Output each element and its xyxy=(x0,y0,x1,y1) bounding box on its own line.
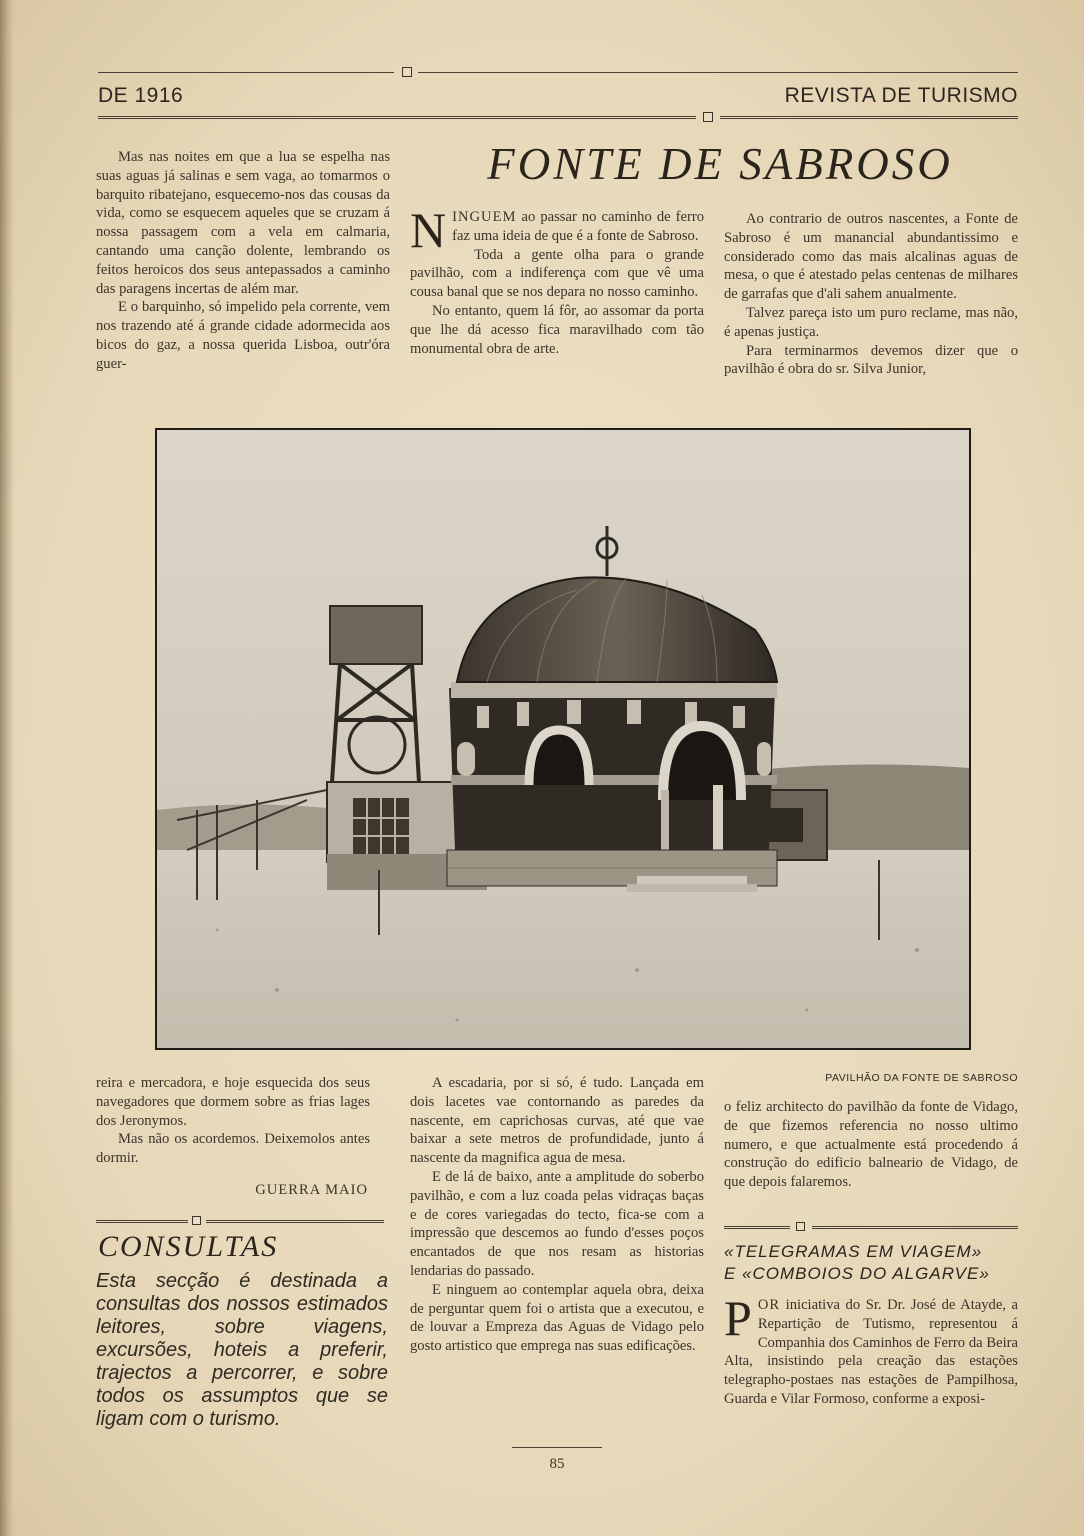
telegramas-body xyxy=(724,1290,1018,1409)
paragraph: Talvez pareça isto um puro reclame, mas não, é apenas justiça. xyxy=(724,304,1018,340)
paragraph: Toda a gente olha para o grande pavilhão, com a indiferença com que vê uma cousa banal que se nos depara no nosso caminho. xyxy=(410,246,704,301)
paragraph: No entanto, quem lá fôr, ao assomar da porta que lhe dá acesso fica maravilhado com tão monumental obra de arte. xyxy=(410,302,704,357)
article-column-3 xyxy=(724,210,1018,379)
paragraph: Para terminarmos devemos dizer que o pavilhão é obra do sr. Silva Junior, xyxy=(724,342,1018,378)
telegramas-rule-right xyxy=(812,1226,1018,1229)
article-title: FONTE DE SABROSO xyxy=(487,139,953,189)
paragraph: reira e mercadora, e hoje esquecida dos seus navegadores que dormem sobre as frias lages dos Jeronymos. xyxy=(96,1075,370,1129)
consultas-body: Esta secção é destinada a consultas dos nossos estimados leitores, sobre viagens, excursões, hoteis a preferir, trajectos a percorrer, e sobre todos os assumptos que se ligam com o turismo. xyxy=(96,1270,388,1430)
lead-word: OR xyxy=(757,1297,781,1313)
header-bottom-rule-right xyxy=(720,116,1018,119)
header-magazine-name: REVISTA DE TURISMO xyxy=(784,84,1018,107)
paragraph: o feliz architecto do pavilhão da fonte de Vidago, de que fizemos referencia no nosso ultimo numero, e que actualmente está procedendo á construção do edificio balneario de Vidago, de que depois falaremos. xyxy=(724,1099,1018,1191)
pavilion-illustration xyxy=(157,430,969,1048)
consultas-rule-right xyxy=(206,1220,384,1223)
header-issue-year: DE 1916 xyxy=(98,84,184,107)
paragraph: Mas nas noites em que a lua se espelha nas suas aguas já salinas e sem vaga, ao tomarmos o barquito ribatejano, esquecemo-nos das cousas da vida, como se esquecem aqueles que se cruzam á nossa passagem com a vela em calmaria, cantando uma canção dolente, lembrando os feitos heroicos dos seus antepassados a caminho das paragens incertas de além mar. xyxy=(96,149,390,297)
article-column-2-continued xyxy=(410,1074,704,1356)
header-top-ornament xyxy=(402,67,412,77)
paragraph: E o barquinho, só impelido pela corrente, vem nos trazendo até á grande cidade adormecida aos bicos do gaz, a nossa querida Lisboa, outr'óra guer- xyxy=(96,299,390,372)
page-number-rule xyxy=(512,1447,602,1448)
header-top-rule-left xyxy=(98,72,394,73)
consultas-title: CONSULTAS xyxy=(98,1230,279,1263)
telegramas-title-line-2: E «COMBOIOS DO ALGARVE» xyxy=(724,1264,990,1283)
telegramas-ornament xyxy=(796,1222,805,1231)
telegramas-title-line-1: «TELEGRAMAS EM VIAGEM» xyxy=(724,1242,983,1261)
lead-paragraph xyxy=(724,1290,1018,1409)
lead-text: iniciativa do Sr. Dr. José de Atayde, a Repartição de Tutismo, representou á Companhia dos Caminhos de Ferro da Beira Alta, insistindo pela creação das estações telegrapho-postaes nas estações de Pampilhosa, Guarda e Vilar Formoso, conforme a exposi- xyxy=(724,1297,1018,1407)
paragraph: E de lá de baixo, ante a amplitude do soberbo pavilhão, e com a luz coada pelas vidraças baças e de cores variegadas do tecto, fica-se com a impressão que descemos ao fundo d'esses poços encantados de que nos resam as historias lendarias do passado. xyxy=(410,1168,704,1279)
photo-caption: PAVILHÃO DA FONTE DE SABROSO xyxy=(825,1072,1018,1084)
lead-text: ao passar no caminho de ferro faz uma ideia de que é a fonte de Sabroso. xyxy=(452,209,704,244)
lead-word: INGUEM xyxy=(452,209,517,225)
author-signature: GUERRA MAIO xyxy=(255,1182,368,1198)
article-column-1 xyxy=(96,148,390,374)
header-bottom-ornament xyxy=(703,112,713,122)
drop-cap: N xyxy=(410,202,447,258)
article-column-1-continued xyxy=(96,1074,370,1168)
page-spine-shadow xyxy=(0,0,14,1536)
paragraph: Ao contrario de outros nascentes, a Fonte de Sabroso é um manancial abundantissimo e considerado como das mais alcalinas aguas de mesa, o que é atestado pelas centenas de milhares de garrafas que d'ali sahem anualmente. xyxy=(724,211,1018,303)
telegramas-rule-left xyxy=(724,1226,790,1229)
page-number: 85 xyxy=(549,1456,565,1472)
pavilion-photograph xyxy=(155,428,971,1050)
article-column-3-continued xyxy=(724,1098,1018,1192)
paragraph: A escadaria, por si só, é tudo. Lançada em dois lacetes vae contornando as paredes da nascente, em caprichosas curvas, até que vae baixar a sete metros de profundidade, junto á nascente da magnifica agua de mesa. xyxy=(410,1075,704,1167)
consultas-ornament xyxy=(192,1216,201,1225)
drop-cap: P xyxy=(724,1290,752,1346)
lead-paragraph xyxy=(410,202,704,258)
paragraph: E ninguem ao contemplar aquela obra, deixa de perguntar quem foi o artista que a executou, e de louvar a Empreza das Aguas de Vidago pelo gosto artistico que emprega nas suas edificações. xyxy=(410,1281,704,1355)
consultas-rule-left xyxy=(96,1220,188,1223)
header-bottom-rule-left xyxy=(98,116,696,119)
paragraph: Mas não os acordemos. Deixemolos antes dormir. xyxy=(96,1131,370,1167)
article-column-2 xyxy=(410,202,704,358)
header-top-rule-right xyxy=(418,72,1018,73)
